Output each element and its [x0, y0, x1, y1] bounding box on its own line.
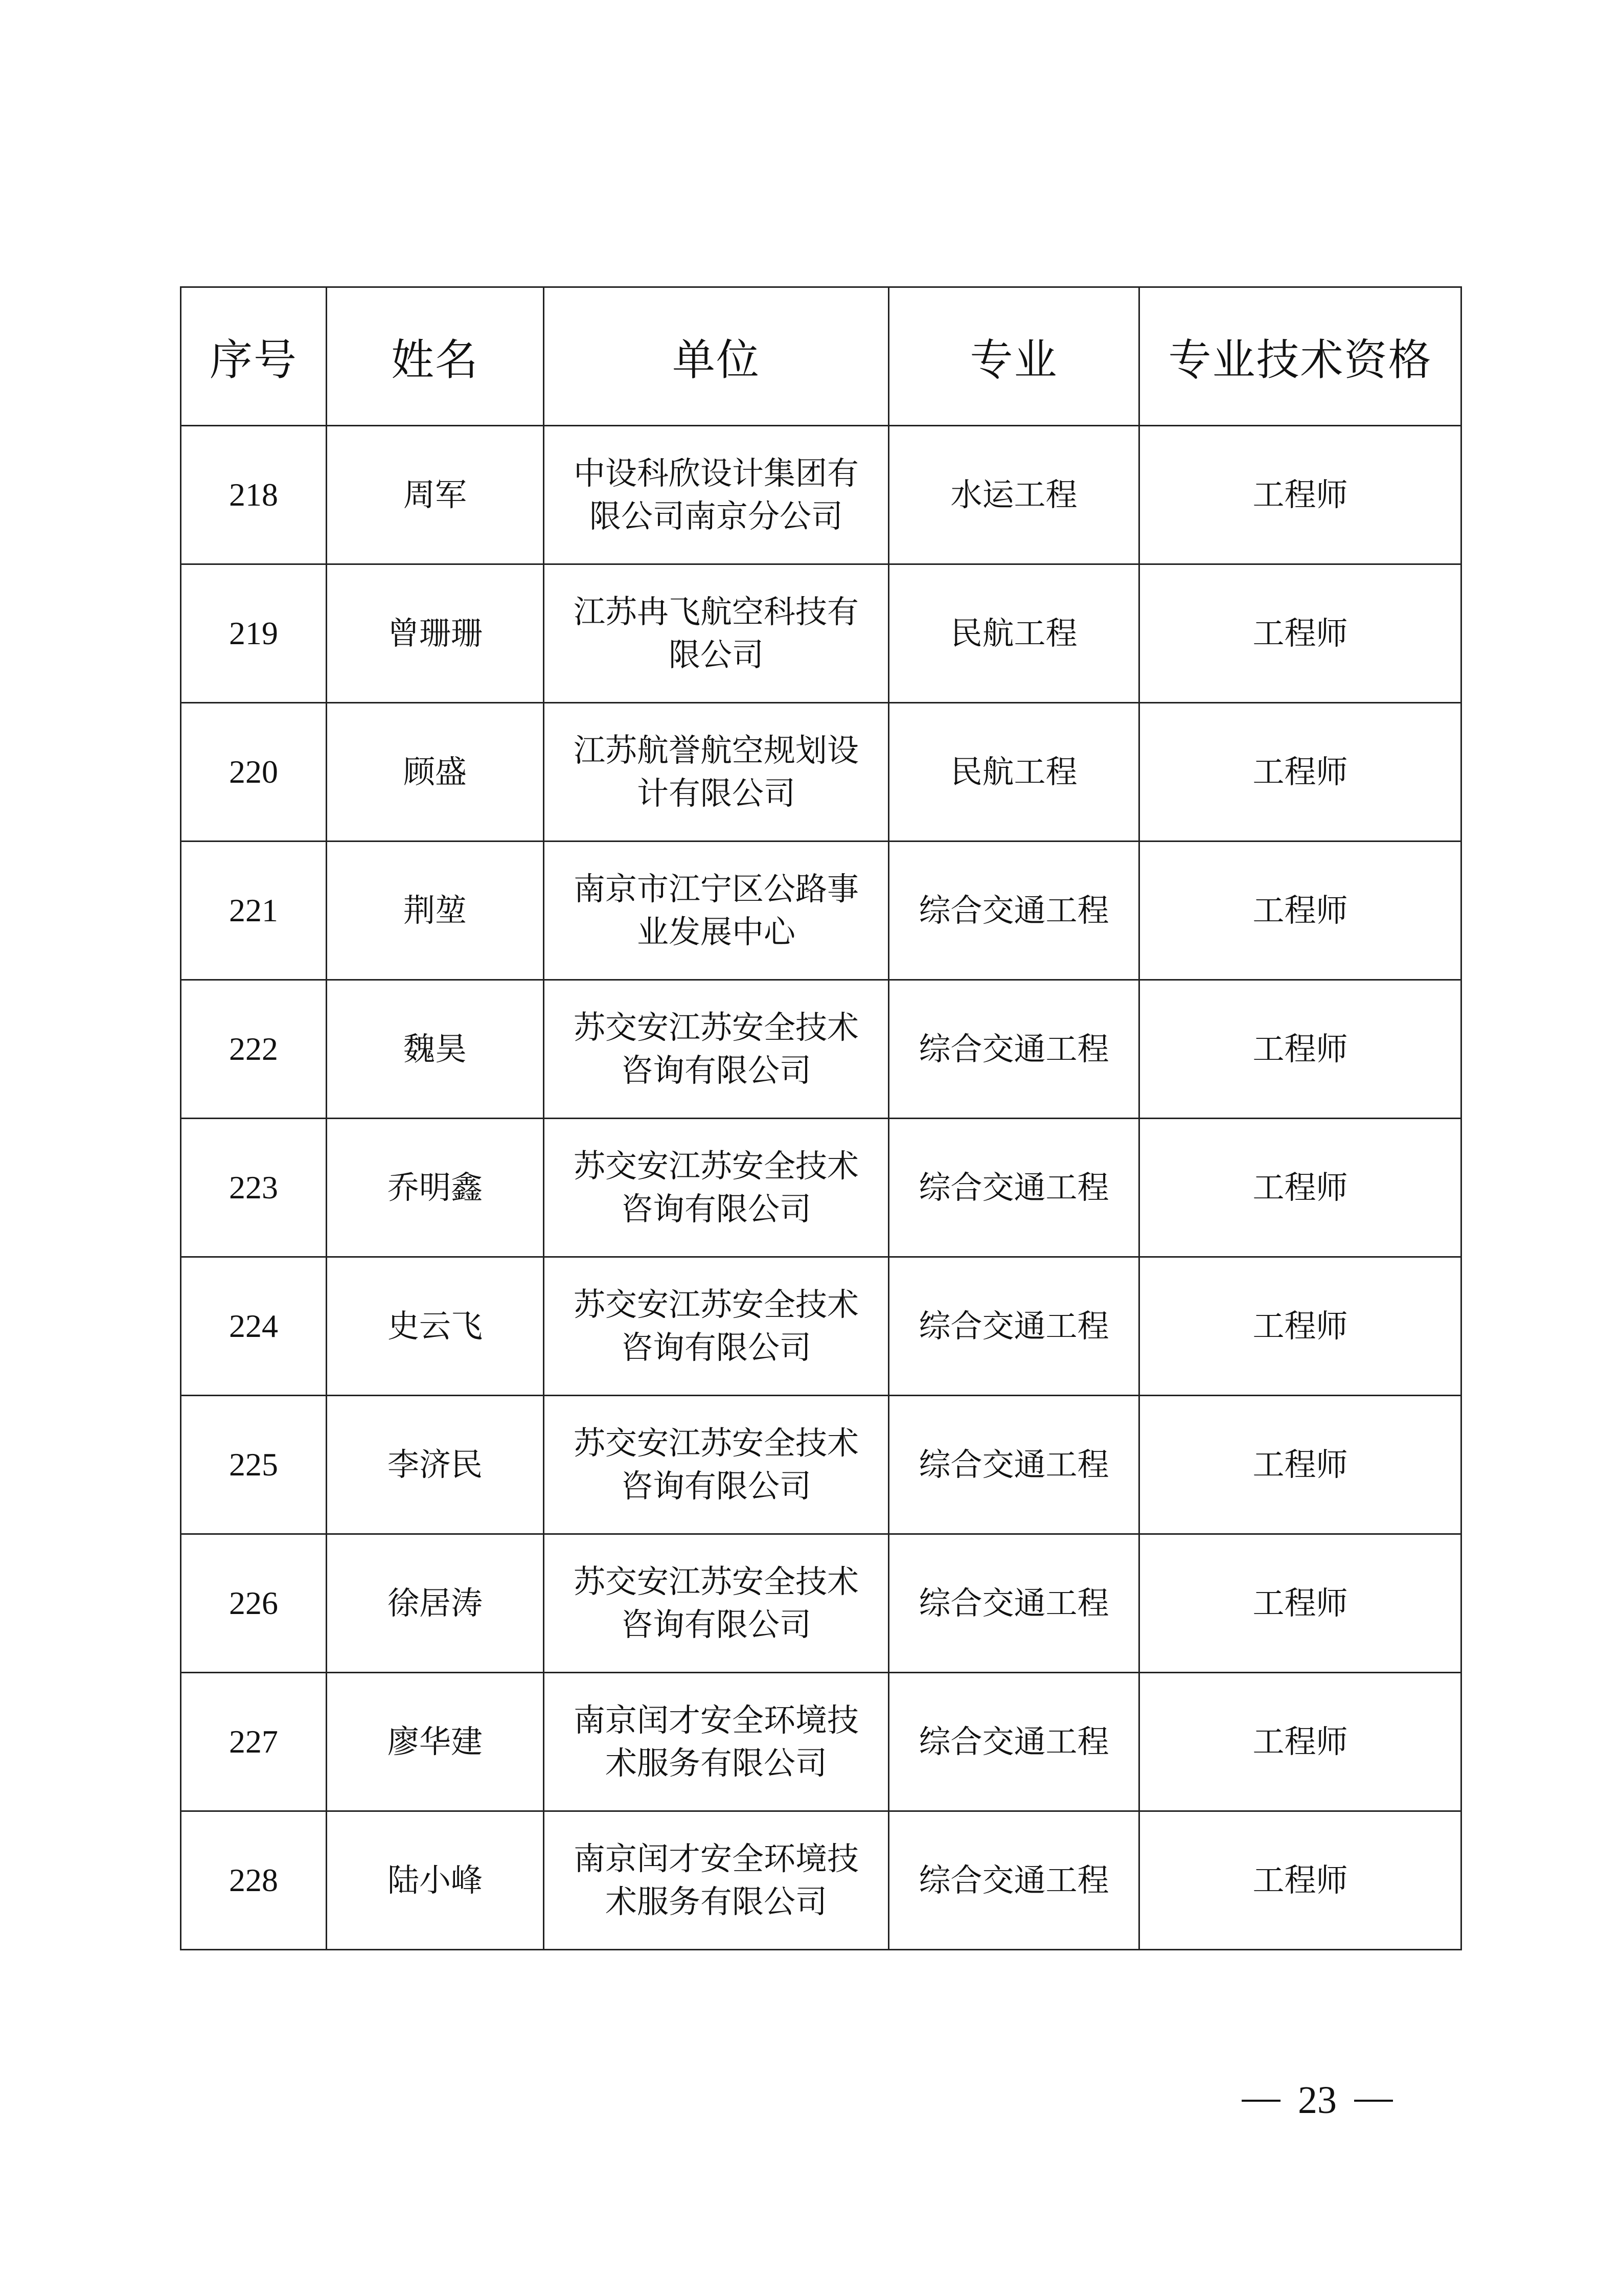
header-unit: 单位 — [544, 287, 889, 426]
table-row — [181, 426, 1461, 564]
table-row — [181, 1257, 1461, 1396]
row-unit: 中设科欣设计集团有限公司南京分公司 — [544, 426, 889, 564]
row-unit: 南京闰才安全环境技术服务有限公司 — [544, 1811, 889, 1950]
row-unit: 苏交安江苏安全技术咨询有限公司 — [544, 1119, 889, 1257]
table-row — [181, 1119, 1461, 1257]
row-qualification: 工程师 — [1139, 1811, 1461, 1950]
row-major: 综合交通工程 — [889, 1257, 1139, 1396]
row-qualification: 工程师 — [1139, 703, 1461, 842]
row-index: 223 — [181, 1119, 327, 1257]
row-name: 徐居涛 — [327, 1534, 544, 1673]
row-major: 综合交通工程 — [889, 1534, 1139, 1673]
row-index: 218 — [181, 426, 327, 564]
row-unit: 江苏冉飞航空科技有限公司 — [544, 564, 889, 703]
row-major: 民航工程 — [889, 564, 1139, 703]
row-name: 李济民 — [327, 1396, 544, 1534]
row-index: 227 — [181, 1673, 327, 1811]
row-name: 曾珊珊 — [327, 564, 544, 703]
left-dash — [1242, 2100, 1281, 2102]
row-major: 综合交通工程 — [889, 1396, 1139, 1534]
table-row — [181, 1811, 1461, 1950]
row-major: 综合交通工程 — [889, 1119, 1139, 1257]
row-major: 综合交通工程 — [889, 842, 1139, 980]
row-major: 综合交通工程 — [889, 980, 1139, 1119]
row-qualification: 工程师 — [1139, 1673, 1461, 1811]
table-row — [181, 703, 1461, 842]
row-index: 219 — [181, 564, 327, 703]
row-unit: 南京市江宁区公路事业发展中心 — [544, 842, 889, 980]
row-index: 224 — [181, 1257, 327, 1396]
row-index: 226 — [181, 1534, 327, 1673]
right-dash — [1354, 2100, 1393, 2102]
row-qualification: 工程师 — [1139, 426, 1461, 564]
row-index: 228 — [181, 1811, 327, 1950]
row-major: 水运工程 — [889, 426, 1139, 564]
row-qualification: 工程师 — [1139, 980, 1461, 1119]
row-name: 史云飞 — [327, 1257, 544, 1396]
row-qualification: 工程师 — [1139, 1534, 1461, 1673]
row-index: 220 — [181, 703, 327, 842]
row-major: 民航工程 — [889, 703, 1139, 842]
table-row — [181, 1396, 1461, 1534]
row-index: 221 — [181, 842, 327, 980]
qualification-table — [180, 286, 1462, 1950]
row-unit: 苏交安江苏安全技术咨询有限公司 — [544, 980, 889, 1119]
header-major: 专业 — [889, 287, 1139, 426]
row-name: 廖华建 — [327, 1673, 544, 1811]
row-unit: 苏交安江苏安全技术咨询有限公司 — [544, 1257, 889, 1396]
page-footer — [1224, 2078, 1410, 2123]
header-name: 姓名 — [327, 287, 544, 426]
table-row — [181, 564, 1461, 703]
row-qualification: 工程师 — [1139, 842, 1461, 980]
table-row — [181, 842, 1461, 980]
row-major: 综合交通工程 — [889, 1811, 1139, 1950]
table-row — [181, 980, 1461, 1119]
table-row — [181, 1534, 1461, 1673]
row-unit: 苏交安江苏安全技术咨询有限公司 — [544, 1396, 889, 1534]
row-name: 陆小峰 — [327, 1811, 544, 1950]
table-header-row — [181, 287, 1461, 426]
row-name: 荆堃 — [327, 842, 544, 980]
row-name: 乔明鑫 — [327, 1119, 544, 1257]
row-index: 222 — [181, 980, 327, 1119]
table-row — [181, 1673, 1461, 1811]
row-unit: 南京闰才安全环境技术服务有限公司 — [544, 1673, 889, 1811]
row-qualification: 工程师 — [1139, 1119, 1461, 1257]
row-name: 魏昊 — [327, 980, 544, 1119]
row-major: 综合交通工程 — [889, 1673, 1139, 1811]
header-index: 序号 — [181, 287, 327, 426]
row-unit: 江苏航誉航空规划设计有限公司 — [544, 703, 889, 842]
row-name: 周军 — [327, 426, 544, 564]
header-qualification: 专业技术资格 — [1139, 287, 1461, 426]
row-unit: 苏交安江苏安全技术咨询有限公司 — [544, 1534, 889, 1673]
row-qualification: 工程师 — [1139, 564, 1461, 703]
row-index: 225 — [181, 1396, 327, 1534]
row-qualification: 工程师 — [1139, 1396, 1461, 1534]
row-name: 顾盛 — [327, 703, 544, 842]
row-qualification: 工程师 — [1139, 1257, 1461, 1396]
page-number: 23 — [1298, 2079, 1337, 2122]
